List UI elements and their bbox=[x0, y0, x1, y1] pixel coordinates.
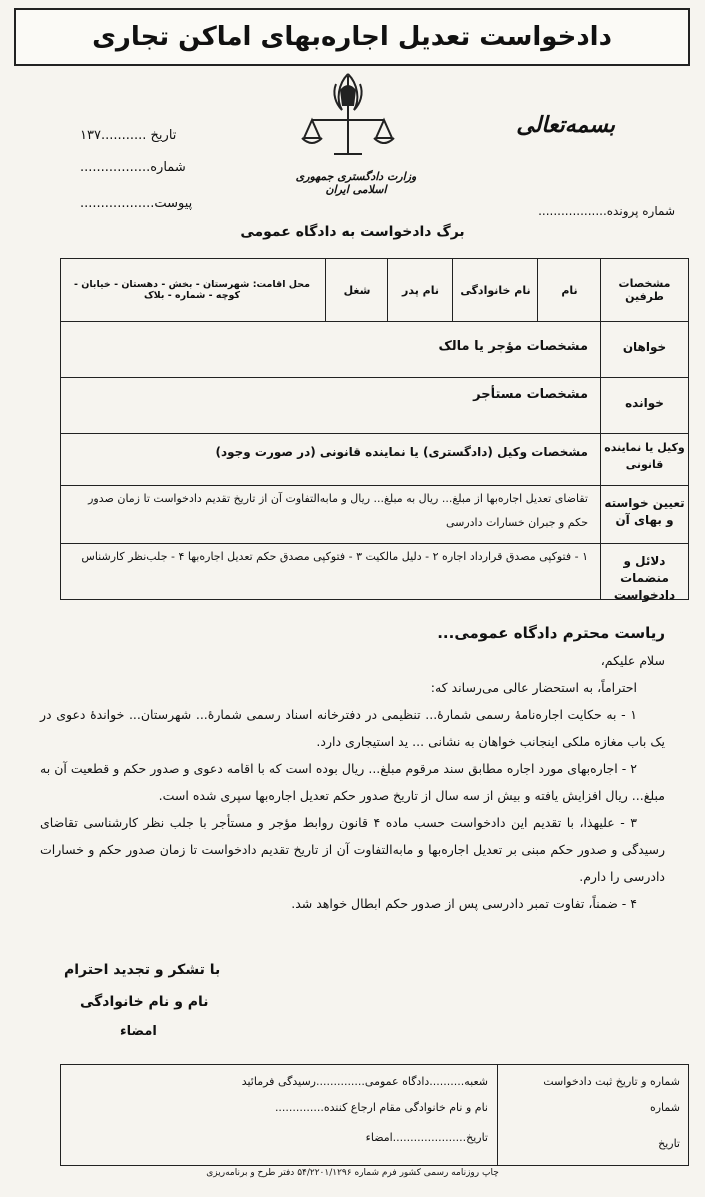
header-residence: محل اقامت: شهرستان - بخش - دهستان - خیابان - کوچه - شماره - بلاک bbox=[73, 279, 310, 301]
file-number-field: شماره پرونده.................. bbox=[538, 204, 675, 218]
defendant-label: خوانده bbox=[625, 396, 664, 410]
form-title: دادخواست تعدیل اجاره‌بهای اماکن تجاری bbox=[14, 8, 690, 66]
number-field: شماره................. bbox=[80, 160, 186, 175]
registration-date: تاریخ bbox=[658, 1137, 680, 1150]
header-family: نام خانوادگی bbox=[460, 283, 531, 297]
signature-label: امضاء bbox=[120, 1024, 157, 1039]
lawyer-value: مشخصات وکیل (دادگستری) یا نماینده قانونی (در صورت وجود) bbox=[215, 445, 588, 459]
court-heading: برگ دادخواست به دادگاه عمومی bbox=[240, 224, 465, 240]
letter-greeting: سلام علیکم، bbox=[600, 653, 665, 668]
registration-footer bbox=[60, 1064, 689, 1166]
referrer-line: نام و نام خانوادگی مقام ارجاع کننده.............. bbox=[274, 1101, 488, 1114]
iran-emblem-icon bbox=[298, 70, 398, 160]
ministry-name: وزارت دادگستری جمهوری اسلامی ایران bbox=[295, 170, 417, 196]
date-signature-line: تاریخ.....................امضاء bbox=[365, 1131, 488, 1144]
letter-salutation: ریاست محترم دادگاه عمومی... bbox=[437, 624, 665, 642]
letter-paragraph-2: ۲ - اجاره‌بهای مورد اجاره مطابق سند مرقوم مبلغ... ریال بوده است که با اقامه دعوی و صدور حکم و قطعیت آن به مبلغ... ریال افزایش یافته و بیش از سه سال از تاریخ صدور حکم تعدیل اجاره‌بها سپری شده است. bbox=[40, 761, 665, 803]
lawyer-label: وکیل یا نماینده قانونی bbox=[604, 441, 685, 471]
attachment-field: پیوست.................. bbox=[80, 196, 193, 211]
date-field: تاریخ ...........۱۳۷ bbox=[80, 128, 177, 143]
claim-value: تقاضای تعدیل اجاره‌بها از مبلغ... ریال به مبلغ... ریال و مابه‌التفاوت آن از تاریخ تقدیم دادخواست تا زمان صدور حکم و جبران خسارات دادرسی bbox=[88, 492, 588, 529]
petition-letter bbox=[40, 598, 665, 917]
registration-number: شماره bbox=[649, 1101, 680, 1114]
evidence-label: دلائل و منضمات دادخواست bbox=[613, 554, 676, 602]
header-name: نام bbox=[561, 283, 578, 297]
defendant-value: مشخصات مستأجر bbox=[473, 387, 588, 402]
evidence-value: ۱ - فتوکپی مصدق قرارداد اجاره ۲ - دلیل مالکیت ۳ - فتوکپی مصدق حکم تعدیل اجاره‌بها ۴ - جلب‌نظر کارشناس bbox=[81, 550, 588, 563]
branch-line: شعبه..........دادگاه عمومی..............رسیدگی فرمائید bbox=[241, 1075, 488, 1088]
header-father: نام پدر bbox=[402, 283, 439, 297]
parties-table bbox=[60, 258, 689, 600]
header-parties: مشخصات طرفین bbox=[618, 277, 671, 303]
letter-closing: با تشکر و تجدید احترام bbox=[64, 962, 221, 978]
plaintiff-value: مشخصات مؤجر یا مالک bbox=[438, 339, 588, 354]
header-job: شغل bbox=[343, 283, 371, 297]
basmala-heading: بسمه‌تعالی bbox=[516, 112, 615, 138]
claim-label: تعیین خواسته و بهای آن bbox=[604, 496, 685, 527]
letter-paragraph-4: ۴ - ضمناً، تفاوت تمبر دادرسی پس از صدور حکم ابطال خواهد شد. bbox=[291, 896, 637, 911]
letter-paragraph-3: ۳ - علیهذا، با تقدیم این دادخواست حسب ماده ۴ قانون روابط مؤجر و مستأجر با جلب نظر کارشناسی تقاضای رسیدگی و صدور حکم مبنی بر تعدیل اجاره‌بها و مابه‌التفاوت آن از تاریخ تقدیم دادخواست تا زمان صدور حکم و خسارات دادرسی را دارم. bbox=[40, 815, 665, 884]
signer-name-label: نام و نام خانوادگی bbox=[80, 994, 209, 1010]
letter-intro: احتراماً، به استحضار عالی می‌رساند که: bbox=[430, 680, 637, 695]
plaintiff-label: خواهان bbox=[622, 340, 667, 354]
letter-paragraph-1: ۱ - به حکایت اجاره‌نامهٔ رسمی شمارهٔ... تنظیمی در دفترخانه اسناد رسمی شمارهٔ... شهرستان... خواندهٔ دعوی در یک باب مغازه ملکی اینجانب خواهان به نشانی ... ید استیجاری دارد. bbox=[40, 707, 665, 749]
registration-title: شماره و تاریخ ثبت دادخواست bbox=[543, 1075, 680, 1088]
printer-credit: چاپ روزنامه رسمی کشور فرم شماره ۵۴/۲۲۰۱/۱۲۹۶ دفتر طرح و برنامه‌ریزی bbox=[206, 1168, 499, 1178]
